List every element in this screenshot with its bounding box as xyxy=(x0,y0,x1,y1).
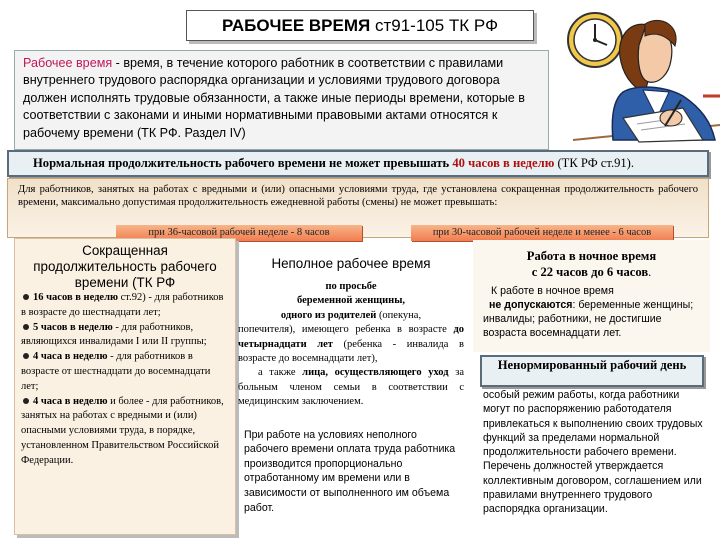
part-time-line: одного из родителей xyxy=(280,309,377,321)
item-text: - для работников в возрасте от шестнадцати до восемнадцати лет; xyxy=(21,351,211,392)
part-time-request xyxy=(238,280,464,294)
part-time-line: до четырнадцати лет xyxy=(238,324,464,350)
list-item xyxy=(21,395,229,469)
title-article: ст91-105 ТК РФ xyxy=(374,16,498,35)
reduced-time-heading xyxy=(21,239,229,291)
part-time-line: за больным членом семьи в соответствии с медицинским заключением. xyxy=(238,367,464,408)
part-time-pay: При работе на условиях неполного рабочего времени оплата труда работника производится пропорционально отработанному им времени или в зависимости от выполненного им объема работ. xyxy=(244,428,456,514)
reduced-time-title: Сокращенная продолжительность рабочего времени xyxy=(33,243,217,290)
normal-hours-banner xyxy=(7,150,709,177)
part-time-caregiver xyxy=(238,366,464,409)
item-text: - для работников, являющихся инвалидами I или II группы; xyxy=(21,321,207,348)
part-time-line: попечителя), имеющего ребенка в возрасте xyxy=(238,324,454,336)
night-work-intro: К работе в ночное время xyxy=(491,285,614,297)
title-main: РАБОЧЕЕ ВРЕМЯ xyxy=(221,16,371,35)
part-time-pregnant xyxy=(238,294,464,308)
part-time-line: а также xyxy=(258,367,303,379)
night-work-hours: с 22 часов до 6 часов xyxy=(531,265,649,279)
night-work-text xyxy=(473,280,710,340)
normal-hours-text: Нормальная продолжительность рабочего времени не может превышать xyxy=(33,156,453,170)
part-time-line: (ребенка - инвалида в возрасте до восемнадцати лет), xyxy=(238,338,464,365)
working-time-definition xyxy=(14,50,549,150)
part-time-line: по просьбе xyxy=(325,281,377,292)
part-time-line: лица, осуществляющего уход xyxy=(302,367,449,379)
list-item xyxy=(21,291,229,321)
definition-term: Рабочее время xyxy=(23,56,113,70)
part-time-title: Неполное рабочее время xyxy=(271,256,431,271)
part-time-conditions xyxy=(238,323,464,366)
part-time-parent xyxy=(238,309,464,323)
page-title xyxy=(186,10,534,41)
item-hours: 4 часа в неделю xyxy=(33,351,108,363)
definition-text: - время, в течение которого работник в соответствии с правилами внутреннего трудового распорядка организации и условиями трудового договора должен исполнять трудовые обязанности, а также иные периоды времени, которые в соответствии с законами и иными нормативными правовыми актами относятся к рабочему времени (ТК РФ. Раздел IV) xyxy=(23,56,526,140)
night-work-list: : беременные женщины; инвалиды; работники, не достигшие возраста восемнадцати лет. xyxy=(483,299,694,339)
item-ref: ст.92) xyxy=(120,292,146,303)
item-hours: 16 часов в неделю xyxy=(33,292,118,303)
part-time-line: (опекуна, xyxy=(376,309,422,321)
irregular-day-title: Ненормированный рабочий день xyxy=(480,355,704,387)
tag-30-hour-week: при 30-часовой рабочей неделе и менее - 6 часов xyxy=(411,225,673,241)
item-text: и более - для работников, занятых на работах с вредными и (или) опасными условиями труда, в порядке, установленном Правительством Российской Федерации. xyxy=(21,395,224,466)
normal-hours-ref: (ТК РФ ст.91). xyxy=(554,156,635,170)
night-work-title: Работа в ночное время xyxy=(526,249,657,263)
hazardous-work-text: Для работников, занятых на работах с вредными и (или) опасными условиями труда, где установлена сокращенная продолжительность рабочего времени, максимально допустимая продолжительность ежедневной работы (смены) не может превышать: xyxy=(18,184,698,209)
item-hours: 4 часа в неделю xyxy=(33,395,108,407)
tag-36-hour-week: при 36-часовой рабочей неделе - 8 часов xyxy=(116,225,362,241)
woman-writing-illustration xyxy=(553,0,720,150)
reduced-time-ref: (ТК РФ xyxy=(128,275,176,290)
night-work-panel xyxy=(473,240,710,352)
bullet-icon xyxy=(23,398,29,404)
part-time-line: беременной женщины, xyxy=(296,295,406,307)
night-work-heading xyxy=(473,240,710,280)
night-work-ban: не допускаются xyxy=(489,299,573,311)
night-work-period: . xyxy=(648,265,652,279)
normal-hours-limit: 40 часов в неделю xyxy=(452,156,555,170)
reduced-time-panel xyxy=(14,238,236,535)
list-item xyxy=(21,321,229,351)
bullet-icon xyxy=(23,294,29,300)
item-text: - для работников в возрасте до шестнадцати лет; xyxy=(21,292,224,318)
bullet-icon xyxy=(23,353,29,359)
item-hours: 5 часов в неделю xyxy=(33,321,113,333)
bullet-icon xyxy=(23,324,29,330)
part-time-panel xyxy=(238,238,464,535)
clock-icon xyxy=(568,13,622,67)
list-item xyxy=(21,350,229,394)
irregular-day-text: особый режим работы, когда работники могут по распоряжению работодателя привлекаться к выполнению своих трудовых функций за пределами нормальной продолжительности рабочего времени. Перечень должностей утверждается коллективным договором, соглашением или правилами внутреннего трудового распорядка организации. xyxy=(483,389,703,516)
